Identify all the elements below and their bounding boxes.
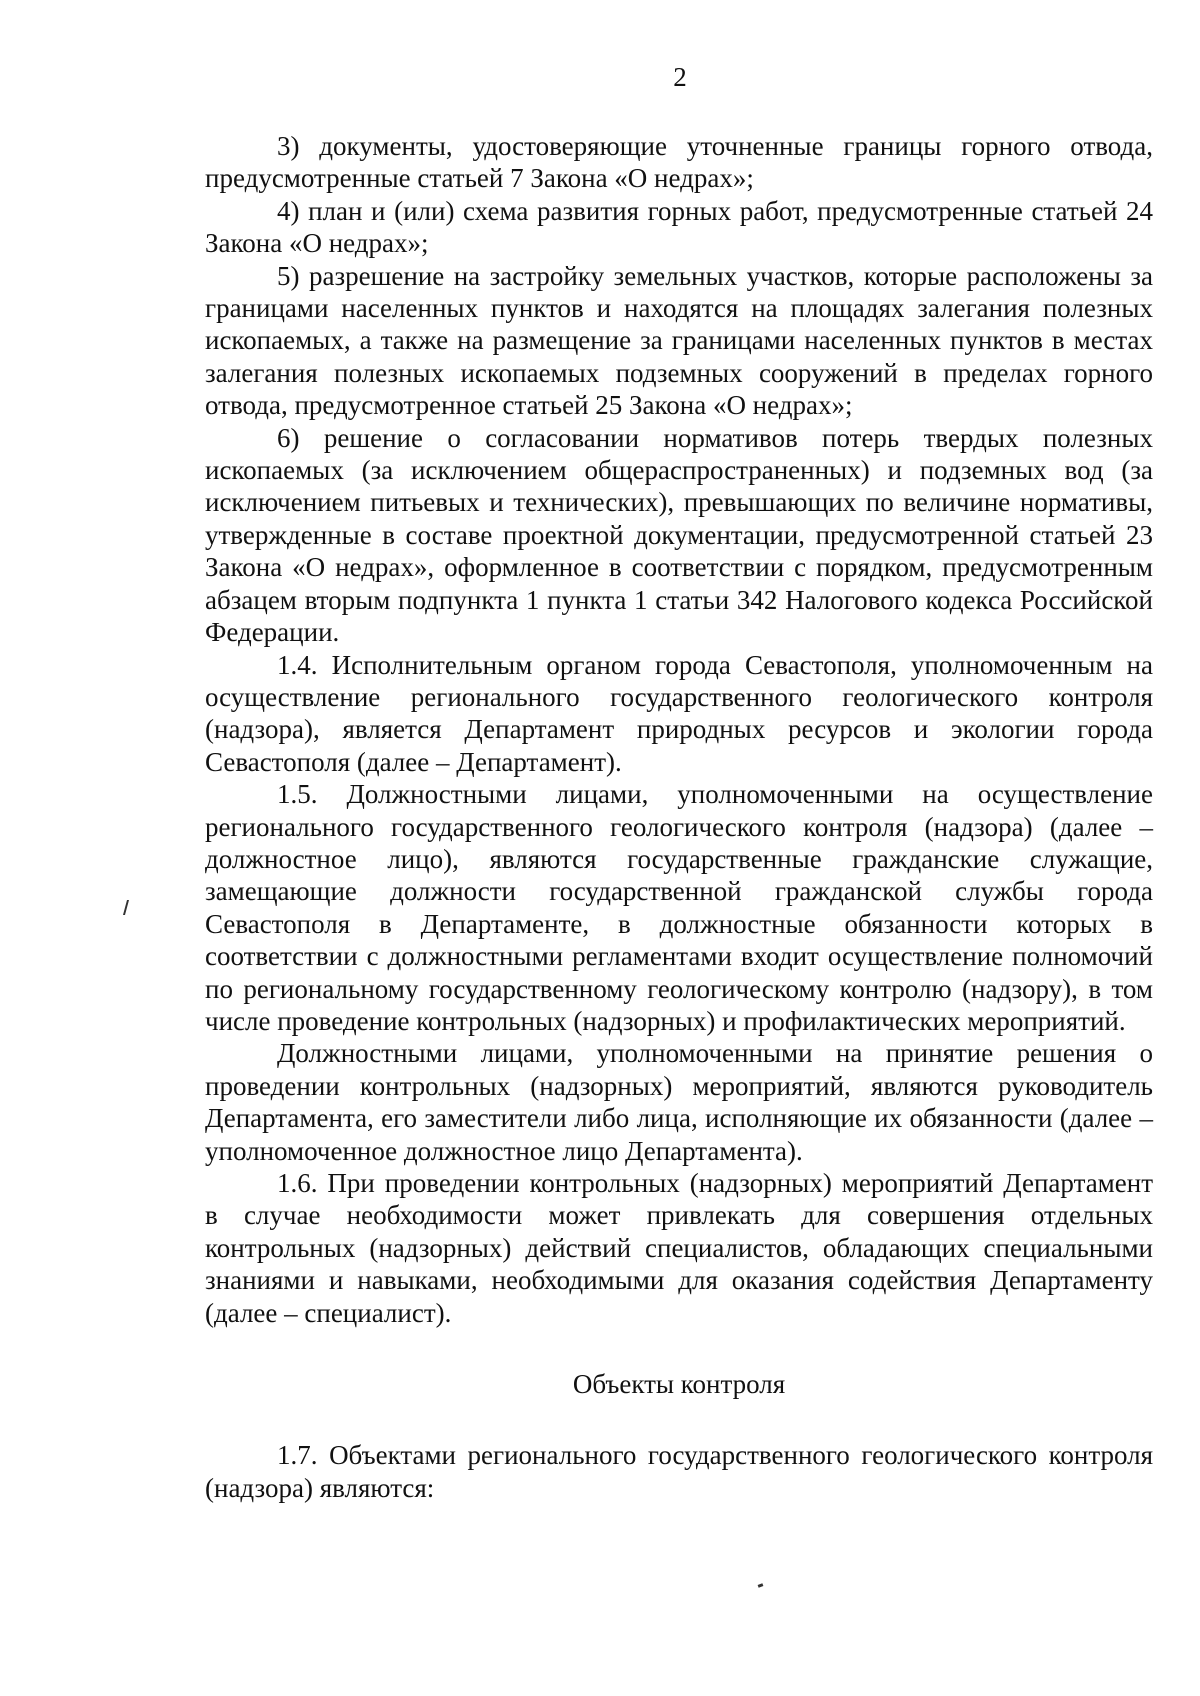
scan-artifact-dot: [758, 1583, 764, 1588]
scan-artifact-mark: [123, 900, 129, 915]
paragraph-1-5: 1.5. Должностными лицами, уполномоченными на осуществление регионального государственного геологического контроля (надзора) (далее – должностное лицо), являются государственные гражданские служащие, замещающие должности государственной гражданской службы города Севастополя в Департаменте, в должностные обязанности которых в соответствии с должностными регламентами входит осуществление полномочий по региональному государственному геологическому контролю (надзору), в том числе проведение контрольных (надзорных) и профилактических мероприятий.: [205, 779, 1153, 1036]
paragraph-item-6: 6) решение о согласовании нормативов потерь твердых полезных ископаемых (за исключением общераспространенных) и подземных вод (за исключением питьевых и технических), превышающих по величине нормативы, утвержденные в составе проектной документации, предусмотренной статьей 23 Закона «О недрах», оформленное в соответствии с порядком, предусмотренным абзацем вторым подпункта 1 пункта 1 статьи 342 Налогового кодекса Российской Федерации.: [205, 422, 1153, 648]
section-heading: Объекты контроля: [572, 1369, 786, 1400]
page-number: 2: [673, 62, 687, 92]
paragraph-item-3: 3) документы, удостоверяющие уточненные границы горного отвода, предусмотренные статьей 7 Закона «О недрах»;: [205, 131, 1153, 194]
paragraph-1-5-continued: Должностными лицами, уполномоченными на принятие решения о проведении контрольных (надзорных) мероприятий, являются руководитель Департамента, его заместители либо лица, исполняющие их обязанности (далее – уполномоченное должностное лицо Департамента).: [205, 1038, 1153, 1166]
paragraph-item-5: 5) разрешение на застройку земельных участков, которые расположены за границами населенных пунктов и находятся на площадях залегания полезных ископаемых, а также на размещение за границами населенных пунктов в местах залегания полезных ископаемых подземных сооружений в пределах горного отвода, предусмотренное статьей 25 Закона «О недрах»;: [205, 260, 1153, 421]
paragraph-item-4: 4) план и (или) схема развития горных работ, предусмотренные статьей 24 Закона «О недрах»;: [205, 195, 1153, 259]
paragraph-1-6: 1.6. При проведении контрольных (надзорных) мероприятий Департамент в случае необходимости может привлекать для совершения отдельных контрольных (надзорных) действий специалистов, обладающих специальными знаниями и навыками, необходимыми для оказания содействия Департаменту (далее – специалист).: [205, 1168, 1153, 1328]
document-body: [205, 130, 1153, 1504]
paragraph-1-4: 1.4. Исполнительным органом города Севастополя, уполномоченным на осуществление регионального государственного геологического контроля (надзора), является Департамент природных ресурсов и экологии города Севастополя (далее – Департамент).: [205, 649, 1153, 777]
paragraph-1-7: 1.7. Объектами регионального государственного геологического контроля (надзора) являются:: [205, 1440, 1153, 1503]
